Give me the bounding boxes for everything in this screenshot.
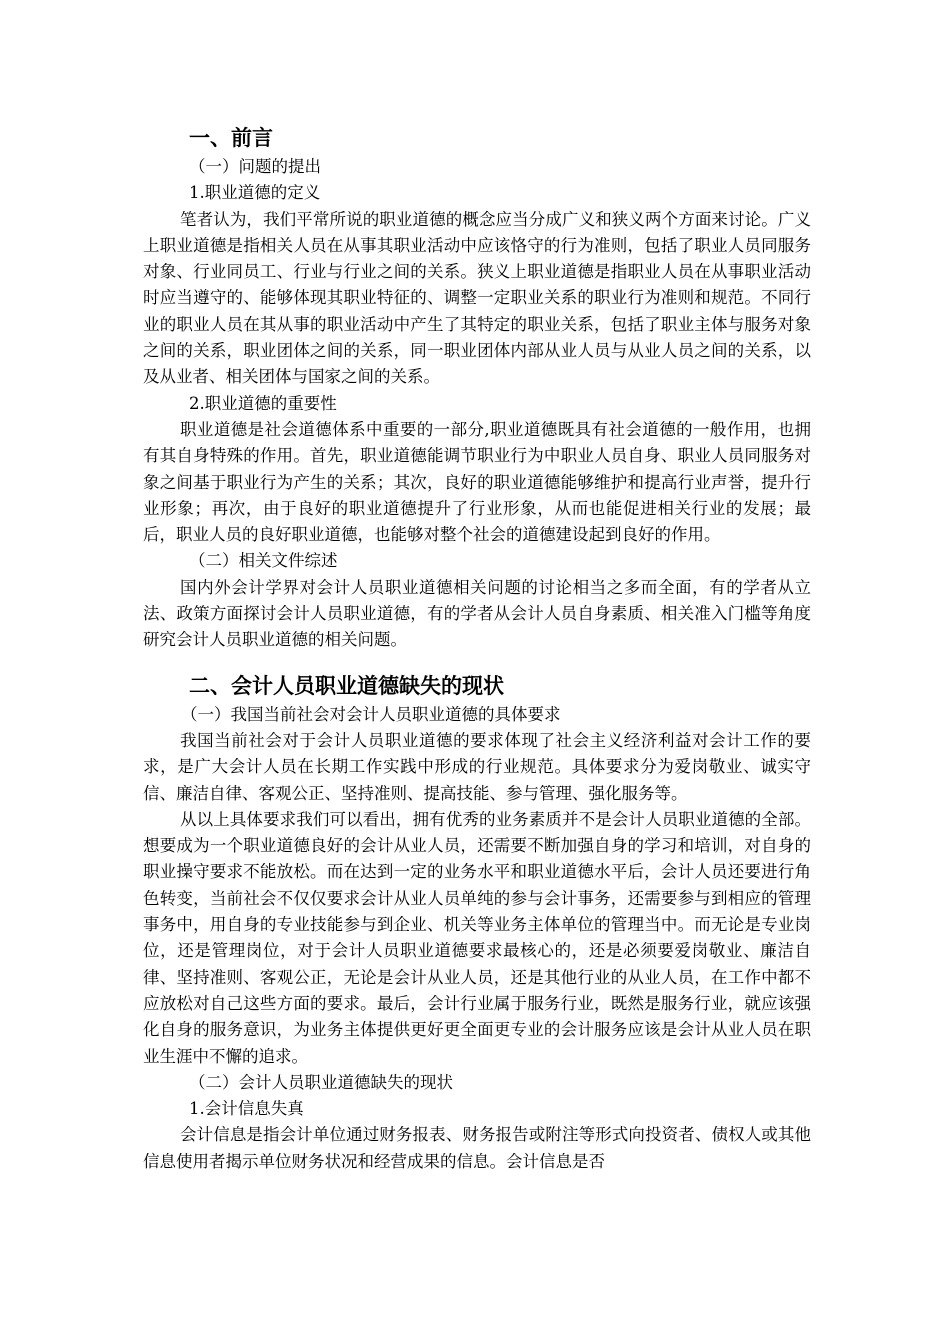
subsection-title-problem: （一）问题的提出 [189,157,321,176]
item-title-info-distortion: 1.会计信息失真 [189,1099,304,1119]
subsection-title-current-status: （二）会计人员职业道德缺失的现状 [189,1072,453,1092]
section-heading-status: 二、会计人员职业道德缺失的现状 [189,673,504,698]
paragraph-literature: 国内外会计学界对会计人员职业道德相关问题的讨论相当之多而全面，有的学者从立法、政策方面探讨会计人员职业道德，有的学者从会计人员自身素质、相关准入门槛等角度研究会计人员职业道德的相关问题。 [143,577,811,650]
paragraph-importance: 职业道德是社会道德体系中重要的一部分,职业道德既具有社会道德的一般作用，也拥有其自身特殊的作用。首先，职业道德能调节职业行为中职业人员自身、职业人员同服务对象之间基于职业行为产生的关系；其次，良好的职业道德能够维护和提高行业声誉，提升行业形象；再次，由于良好的职业道德提升了行业形象，从而也能促进相关行业的发展；最后，职业人员的良好职业道德，也能够对整个社会的道德建设起到良好的作用。 [143,419,811,545]
document-body [143,122,811,1175]
subsection-title-literature: （二）相关文件综述 [189,551,338,571]
subsection-title-requirements: （一）我国当前社会对会计人员职业道德的具体要求 [181,704,561,724]
paragraph-requirements: 我国当前社会对于会计人员职业道德的要求体现了社会主义经济利益对会计工作的要求，是广大会计人员在长期工作实践中形成的行业规范。具体要求分为爱岗敬业、诚实守信、廉洁自律、客观公正、坚持准则、提高技能、参与管理、强化服务等。 [143,730,811,803]
paragraph-requirements-analysis: 从以上具体要求我们可以看出，拥有优秀的业务素质并不是会计人员职业道德的全部。想要成为一个职业道德良好的会计从业人员，还需要不断加强自身的学习和培训，对自身的职业操守要求不能放松。而在达到一定的业务水平和职业道德水平后，会计人员还要进行角色转变，当前社会不仅仅要求会计从业人员单纯的参与会计事务，还需要参与到相应的管理事务中，用自身的专业技能参与到企业、机关等业务主体单位的管理当中。而无论是专业岗位，还是管理岗位，对于会计人员职业道德要求最核心的，还是必须要爱岗敬业、廉洁自律、坚持准则、客观公正，无论是会计从业人员，还是其他行业的从业人员，在工作中都不应放松对自己这些方面的要求。最后，会计行业属于服务行业，既然是服务行业，就应该强化自身的服务意识，为业务主体提供更好更全面更专业的会计服务应该是会计从业人员在职业生涯中不懈的追求。 [143,809,811,1066]
item-title-importance: 2.职业道德的重要性 [189,393,337,413]
paragraph-info-distortion: 会计信息是指会计单位通过财务报表、财务报告或附注等形式向投资者、债权人或其他信息使用者揭示单位财务状况和经营成果的信息。会计信息是否 [143,1125,811,1171]
item-title-definition: 1.职业道德的定义 [189,183,321,203]
section-heading-preface: 一、前言 [189,126,273,150]
paragraph-definition: 笔者认为，我们平常所说的职业道德的概念应当分成广义和狭义两个方面来讨论。广义上职业道德是指相关人员在从事其职业活动中应该恪守的行为准则，包括了职业人员同服务对象、行业同员工、行业与行业之间的关系。狭义上职业道德是指职业人员在从事职业活动时应当遵守的、能够体现其职业特征的、调整一定职业关系的职业行为准则和规范。不同行业的职业人员在其从事的职业活动中产生了其特定的职业关系，包括了职业主体与服务对象之间的关系，职业团体之间的关系，同一职业团体内部从业人员与从业人员之间的关系，以及从业者、相关团体与国家之间的关系。 [143,209,811,387]
